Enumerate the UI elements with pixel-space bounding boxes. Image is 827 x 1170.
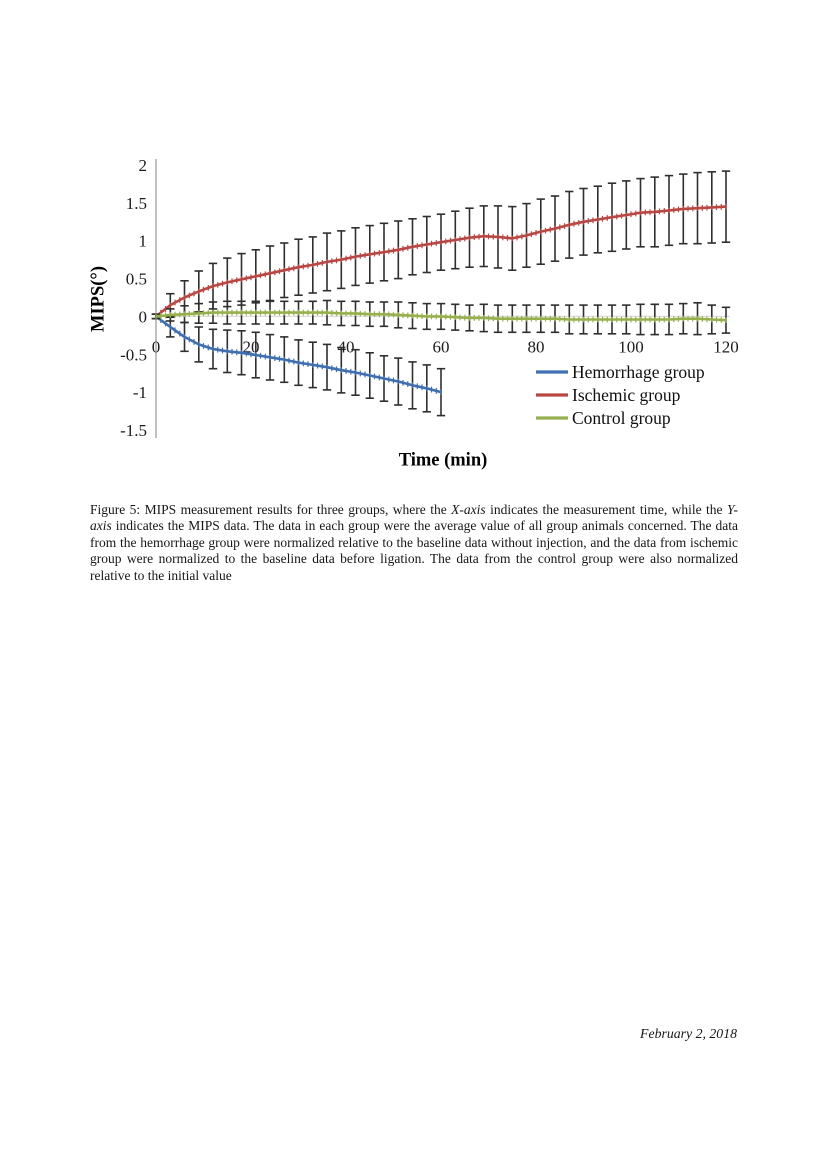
figure-caption bbox=[90, 502, 738, 585]
x-tick-label: 60 bbox=[432, 337, 450, 357]
caption-text-3: indicates the MIPS data. The data in each group were the average value of all group animals concerned. The data from the hemorrhage group were normalized relative to the baseline data without injection, and the data from ischemic group were normalized to the baseline data before ligation. The data from the control group were also normalized relative to the initial value bbox=[90, 518, 738, 583]
x-tick-label: 20 bbox=[242, 337, 260, 357]
figure-5-chart bbox=[0, 0, 827, 480]
caption-xaxis-italic: X-axis bbox=[451, 501, 486, 517]
caption-yaxis-italic: Y-axis bbox=[90, 501, 738, 533]
x-tick-label: 0 bbox=[151, 337, 161, 357]
y-tick-label: -0.5 bbox=[120, 345, 147, 365]
y-tick-label: -1.5 bbox=[120, 421, 147, 440]
x-axis-title: Time (min) bbox=[398, 450, 488, 471]
legend-label-control: Control group bbox=[572, 408, 671, 428]
caption-text-1: Figure 5: MIPS measurement results for three groups, where the bbox=[90, 501, 452, 517]
x-tick-label: 80 bbox=[527, 337, 545, 357]
y-tick-label: 2 bbox=[138, 156, 147, 175]
legend-label-ischemic: Ischemic group bbox=[572, 385, 681, 405]
y-tick-label: 0 bbox=[138, 307, 147, 327]
series-ischemic bbox=[152, 171, 730, 319]
x-tick-label: 120 bbox=[713, 337, 739, 357]
y-tick-label: 1.5 bbox=[125, 193, 147, 213]
x-tick-label: 100 bbox=[618, 337, 644, 357]
series-hemorrhage bbox=[152, 314, 445, 416]
y-tick-label: -1 bbox=[132, 383, 147, 403]
y-tick-label: 0.5 bbox=[125, 269, 147, 289]
date-footer: February 2, 2018 bbox=[640, 1026, 737, 1041]
caption-text-2: indicates the measurement time, while the bbox=[485, 501, 727, 517]
y-axis-title: MIPS(°) bbox=[88, 266, 109, 332]
x-tick-label: 40 bbox=[337, 337, 355, 357]
mips-line-chart bbox=[85, 148, 745, 478]
y-tick-label: 1 bbox=[138, 231, 147, 251]
legend bbox=[536, 362, 705, 428]
legend-label-hemorrhage: Hemorrhage group bbox=[572, 362, 705, 382]
